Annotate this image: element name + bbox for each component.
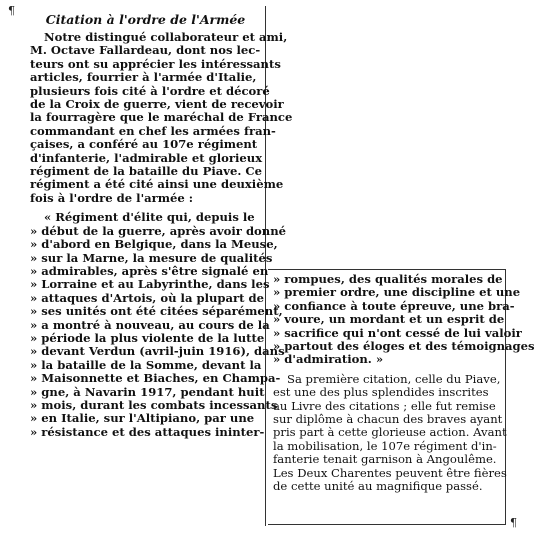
- text-line: régiment de la bataille du Piave. Ce: [30, 164, 263, 179]
- text-line: la mobilisation, le 107e régiment d'in-: [273, 438, 497, 453]
- article-title: Citation à l'ordre de l'Armée: [45, 12, 246, 27]
- citation-line: » sur la Marne, la mesure de qualités: [30, 250, 273, 265]
- text-line: fanterie tenait garnison à Angoulême.: [273, 452, 497, 467]
- citation-line: » voure, un mordant et un esprit de: [273, 312, 505, 327]
- text-line: Notre distingué collaborateur et ami,: [44, 30, 288, 44]
- citation-line: « Régiment d'élite qui, depuis le: [44, 210, 255, 225]
- article-column-left: [30, 6, 293, 526]
- citation-line: » gne, à Navarin 1917, pendant huit: [30, 384, 265, 399]
- text-line: commandant en chef les armées fran-: [30, 123, 276, 138]
- citation-line: » sacrifice qui n'ont cessé de lui valoir: [273, 325, 522, 340]
- citation-line: » résistance et des attaques ininter-: [30, 424, 265, 439]
- citation-line: » Lorraine et au Labyrinthe, dans les: [30, 277, 270, 292]
- citation-line: » a montré à nouveau, au cours de la: [30, 317, 270, 332]
- citation-line: » la bataille de la Somme, devant la: [30, 357, 262, 372]
- citation-line: » ses unités ont été citées séparément,: [30, 304, 283, 319]
- text-line: régiment a été cité ainsi une deuxième: [30, 177, 284, 192]
- citation-line: » en Italie, sur l'Altipiano, par une: [30, 411, 255, 426]
- text-line: la fourragère que le maréchal de France: [30, 110, 293, 125]
- text-line: çaises, a conféré au 107e régiment: [30, 137, 258, 152]
- text-line: de cette unité au magnifique passé.: [273, 479, 483, 494]
- citation-line: » rompues, des qualités morales de: [273, 272, 503, 286]
- text-line: est une des plus splendides inscrites: [273, 385, 489, 400]
- pilcrow-mark-bottom: ¶: [510, 516, 517, 529]
- citation-paragraph-left: [30, 210, 287, 439]
- intro-paragraph: [30, 30, 293, 205]
- text-line: de la Croix de guerre, vient de recevoir: [30, 97, 284, 112]
- citation-line: » mois, durant les combats incessants: [30, 397, 278, 412]
- citation-line: » partout des éloges et des témoignages: [273, 339, 535, 354]
- citation-line: » d'admiration. »: [273, 352, 384, 367]
- text-line: M. Octave Fallardeau, dont nos lec-: [30, 43, 261, 58]
- citation-line: » admirables, après s'être signalé en: [30, 263, 269, 278]
- text-line: Les Deux Charentes peuvent être fières: [273, 465, 507, 480]
- citation-line: » début de la guerre, après avoir donné: [30, 223, 287, 238]
- text-line: fois à l'ordre de l'armée :: [30, 190, 194, 205]
- text-line: articles, fourrier à l'armée d'Italie,: [30, 70, 257, 85]
- text-line: teurs ont su apprécier les intéressants: [30, 56, 281, 71]
- citation-line: » d'abord en Belgique, dans la Meuse,: [30, 237, 278, 252]
- text-line: au Livre des citations ; elle fut remise: [273, 398, 496, 413]
- article-column-right: [268, 269, 535, 525]
- citation-line: » devant Verdun (avril-juin 1916), dans: [30, 344, 285, 359]
- citation-line: » Maisonnette et Biaches, en Champa-: [30, 371, 281, 386]
- pilcrow-mark-top: ¶: [8, 4, 15, 17]
- text-line: pris part à cette glorieuse action. Avant: [273, 425, 507, 440]
- text-line: sur diplôme à chacun des braves ayant: [273, 412, 503, 427]
- citation-line: » premier ordre, une discipline et une: [273, 285, 521, 300]
- citation-line: » période la plus violente de la lutte: [30, 330, 265, 345]
- citation-paragraph-right: [273, 272, 535, 367]
- citation-line: » confiance à toute épreuve, une bra-: [273, 298, 515, 313]
- text-line: plusieurs fois cité à l'ordre et décoré: [30, 83, 270, 98]
- text-line: Sa première citation, celle du Piave,: [287, 371, 501, 386]
- citation-line: » attaques d'Artois, où la plupart de: [30, 290, 265, 305]
- text-line: d'infanterie, l'admirable et glorieux: [30, 150, 263, 165]
- closing-paragraph: [273, 371, 507, 494]
